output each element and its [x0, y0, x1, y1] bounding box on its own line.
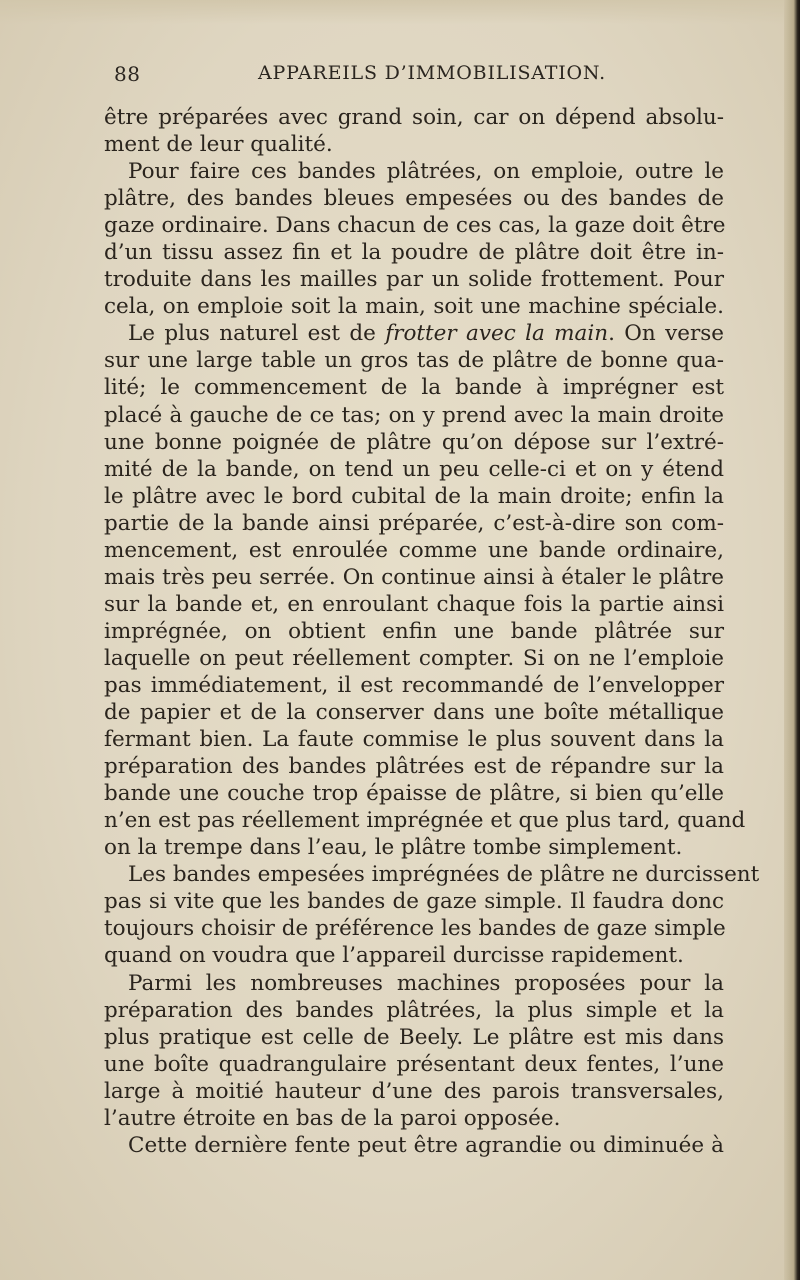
text-line: troduite dans les mailles par un solide frottement. Pour [104, 267, 724, 293]
text-line: on la trempe dans l’eau, le plâtre tombe simplement. [104, 835, 683, 861]
text-line: de papier et de la conserver dans une boîte métallique [104, 700, 724, 726]
text-line: le plâtre avec le bord cubital de la main droite; enfin la [104, 483, 724, 509]
text-line: Cette dernière fente peut être agrandie ou diminuée à [128, 1132, 724, 1158]
text-line: Parmi les nombreuses machines proposées pour la [128, 970, 724, 996]
text-line: mité de la bande, on tend un peu celle-ci et on y étend [104, 456, 724, 482]
text-line: d’un tissu assez fin et la poudre de plâtre doit être in- [104, 240, 724, 266]
text-line: mencement, est enroulée comme une bande ordinaire, [104, 537, 724, 563]
text-line: Les bandes empesées imprégnées de plâtre ne durcissent [128, 862, 760, 888]
text-line: large à moitié hauteur d’une des parois transversales, [104, 1078, 724, 1104]
text-line: bande une couche trop épaisse de plâtre, si bien qu’elle [104, 781, 724, 807]
text-line: laquelle on peut réellement compter. Si on ne l’emploie [104, 645, 724, 671]
text-line: pas si vite que les bandes de gaze simple. Il faudra donc [104, 889, 724, 915]
text-line: lité; le commencement de la bande à imprégner est [104, 375, 724, 401]
text-line: ment de leur qualité. [104, 132, 333, 158]
text-line: pas immédiatement, il est recommandé de l’envelopper [104, 672, 724, 698]
text-segment: . On verse [608, 321, 724, 347]
text-line: imprégnée, on obtient enfin une bande plâtrée sur [104, 618, 724, 644]
text-segment: Le plus naturel est de [128, 321, 386, 347]
text-line: Pour faire ces bandes plâtrées, on emploie, outre le [128, 159, 724, 185]
text-line: sur la bande et, en enroulant chaque fois la partie ainsi [104, 591, 724, 617]
text-line [104, 320, 724, 347]
text-line: préparation des bandes plâtrées, la plus simple et la [104, 997, 724, 1023]
page-number: 88 [114, 62, 141, 86]
text-line: fermant bien. La faute commise le plus souvent dans la [104, 727, 724, 753]
page-top-shadow [0, 0, 800, 24]
text-line: placé à gauche de ce tas; on y prend avec la main droite [104, 402, 724, 428]
text-line: n’en est pas réellement imprégnée et que plus tard, quand [104, 808, 746, 834]
text-line: partie de la bande ainsi préparée, c’est-à-dire son com- [104, 510, 724, 536]
text-line: une bonne poignée de plâtre qu’on dépose sur l’extré- [104, 429, 724, 455]
text-line: plus pratique est celle de Beely. Le plâtre est mis dans [104, 1024, 724, 1050]
text-line: une boîte quadrangulaire présentant deux fentes, l’une [104, 1051, 724, 1077]
text-line: cela, on emploie soit la main, soit une machine spéciale. [104, 294, 724, 320]
text-line: toujours choisir de préférence les bandes de gaze simple [104, 916, 726, 942]
text-line: plâtre, des bandes bleues empesées ou des bandes de [104, 186, 724, 212]
page-header [104, 62, 724, 90]
text-line: sur une large table un gros tas de plâtre de bonne qua- [104, 348, 724, 374]
text-line: gaze ordinaire. Dans chacun de ces cas, la gaze doit être [104, 213, 726, 239]
running-title: APPAREILS D’IMMOBILISATION. [258, 62, 606, 84]
text-line: mais très peu serrée. On continue ainsi à étaler le plâtre [104, 564, 724, 590]
text-line: quand on voudra que l’appareil durcisse rapidement. [104, 943, 684, 969]
page-binding-edge [784, 0, 800, 1280]
italic-phrase: frotter avec la main [385, 321, 609, 347]
body-text [104, 104, 760, 1159]
text-line: être préparées avec grand soin, car on dépend absolu- [104, 105, 724, 130]
text-line: préparation des bandes plâtrées est de répandre sur la [104, 754, 724, 780]
text-line: l’autre étroite en bas de la paroi opposée. [104, 1105, 561, 1131]
